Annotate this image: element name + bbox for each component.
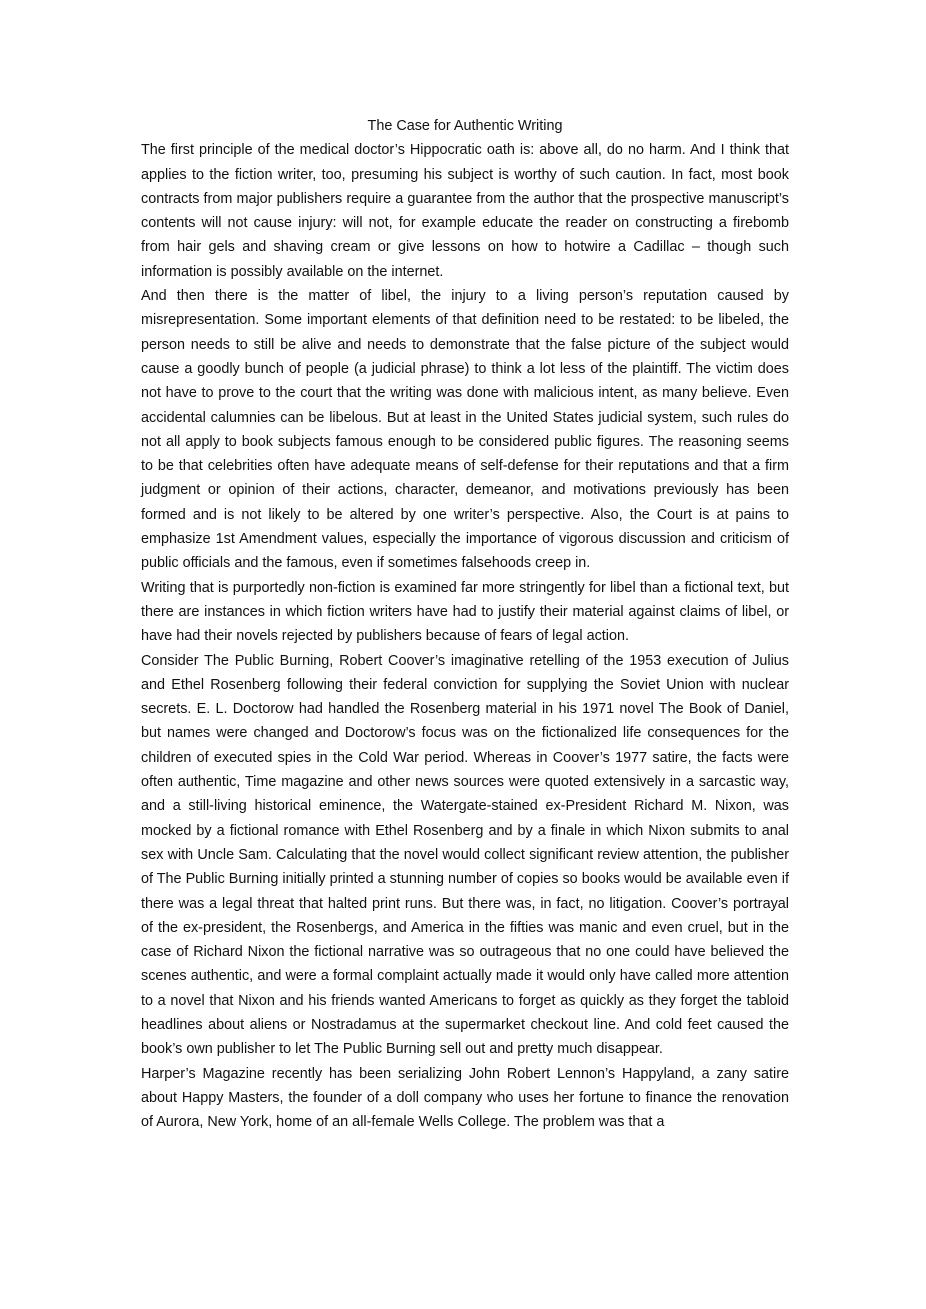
paragraph-libel-definition: And then there is the matter of libel, the injury to a living person’s reputation caused by misrepresentation. Some important elements of that definition need to be restated: to be libeled, the person needs to still be alive and needs to demonstrate that the false picture of the subject would cause a goodly bunch of people (a judicial phrase) to think a lot less of the plaintiff. The victim does not have to prove to the court that the writing was done with malicious intent, as many believe. Even accidental calumnies can be libelous. But at least in the United States judicial system, such rules do not all apply to book subjects famous enough to be considered public figures. The reasoning seems to be that celebrities often have adequate means of self-defense for their reputations and that a firm judgment or opinion of their actions, character, demeanor, and motivations previously has been formed and is not likely to be altered by one writer’s perspective. Also, the Court is at pains to emphasize 1st Amendment values, especially the importance of vigorous discussion and criticism of public officials and the famous, even if sometimes falsehoods creep in.	[141, 288, 789, 572]
document-title: The Case for Authentic Writing	[367, 118, 563, 134]
paragraph-public-burning: Consider The Public Burning, Robert Coover’s imaginative retelling of the 1953 execution of Julius and Ethel Rosenberg following their federal conviction for supplying the Soviet Union with nuclear secrets. E. L. Doctorow had handled the Rosenberg material in his 1971 novel The Book of Daniel, but names were changed and Doctorow’s focus was on the fictionalized life consequences for the children of executed spies in the Cold War period. Whereas in Coover’s 1977 satire, the facts were often authentic, Time magazine and other news sources were quoted extensively in a sarcastic way, and a still-living historical eminence, the Watergate-stained ex-President Richard M. Nixon, was mocked by a fictional romance with Ethel Rosenberg and by a finale in which Nixon submits to anal sex with Uncle Sam. Calculating that the novel would collect significant review attention, the publisher of The Public Burning initially printed a stunning number of copies so books would be available even if there was a legal threat that halted print runs. But there was, in fact, no litigation. Coover’s portrayal of the ex-president, the Rosenbergs, and America in the fifties was manic and even cruel, but in the case of Richard Nixon the fictional narrative was so outrageous that no one could have believed the scenes authentic, and were a formal complaint actually made it would only have called more attention to a novel that Nixon and his friends wanted Americans to forget as quickly as they forget the tabloid headlines about aliens or Nostradamus at the supermarket checkout line. And cold feet caused the book’s own publisher to let The Public Burning sell out and pretty much disappear.	[141, 652, 789, 1058]
paragraph-non-fiction-scrutiny: Writing that is purportedly non-fiction is examined far more stringently for libel than a fictional text, but there are instances in which fiction writers have had to justify their material against claims of libel, or have had their novels rejected by publishers because of fears of legal action.	[141, 579, 789, 645]
document-page	[141, 114, 789, 1134]
paragraph-happyland: Harper’s Magazine recently has been serializing John Robert Lennon’s Happyland, a zany satire about Happy Masters, the founder of a doll company who uses her fortune to finance the renovation of Aurora, New York, home of an all-female Wells College. The problem was that a	[141, 1065, 789, 1131]
paragraph-hippocratic-oath: The first principle of the medical doctor’s Hippocratic oath is: above all, do no harm. And I think that applies to the fiction writer, too, presuming his subject is worthy of such caution. In fact, most book contracts from major publishers require a guarantee from the author that the prospective manuscript’s contents will not cause injury: will not, for example educate the reader on constructing a firebomb from hair gels and shaving cream or give lessons on how to hotwire a Cadillac – though such information is possibly available on the internet.	[141, 142, 789, 280]
